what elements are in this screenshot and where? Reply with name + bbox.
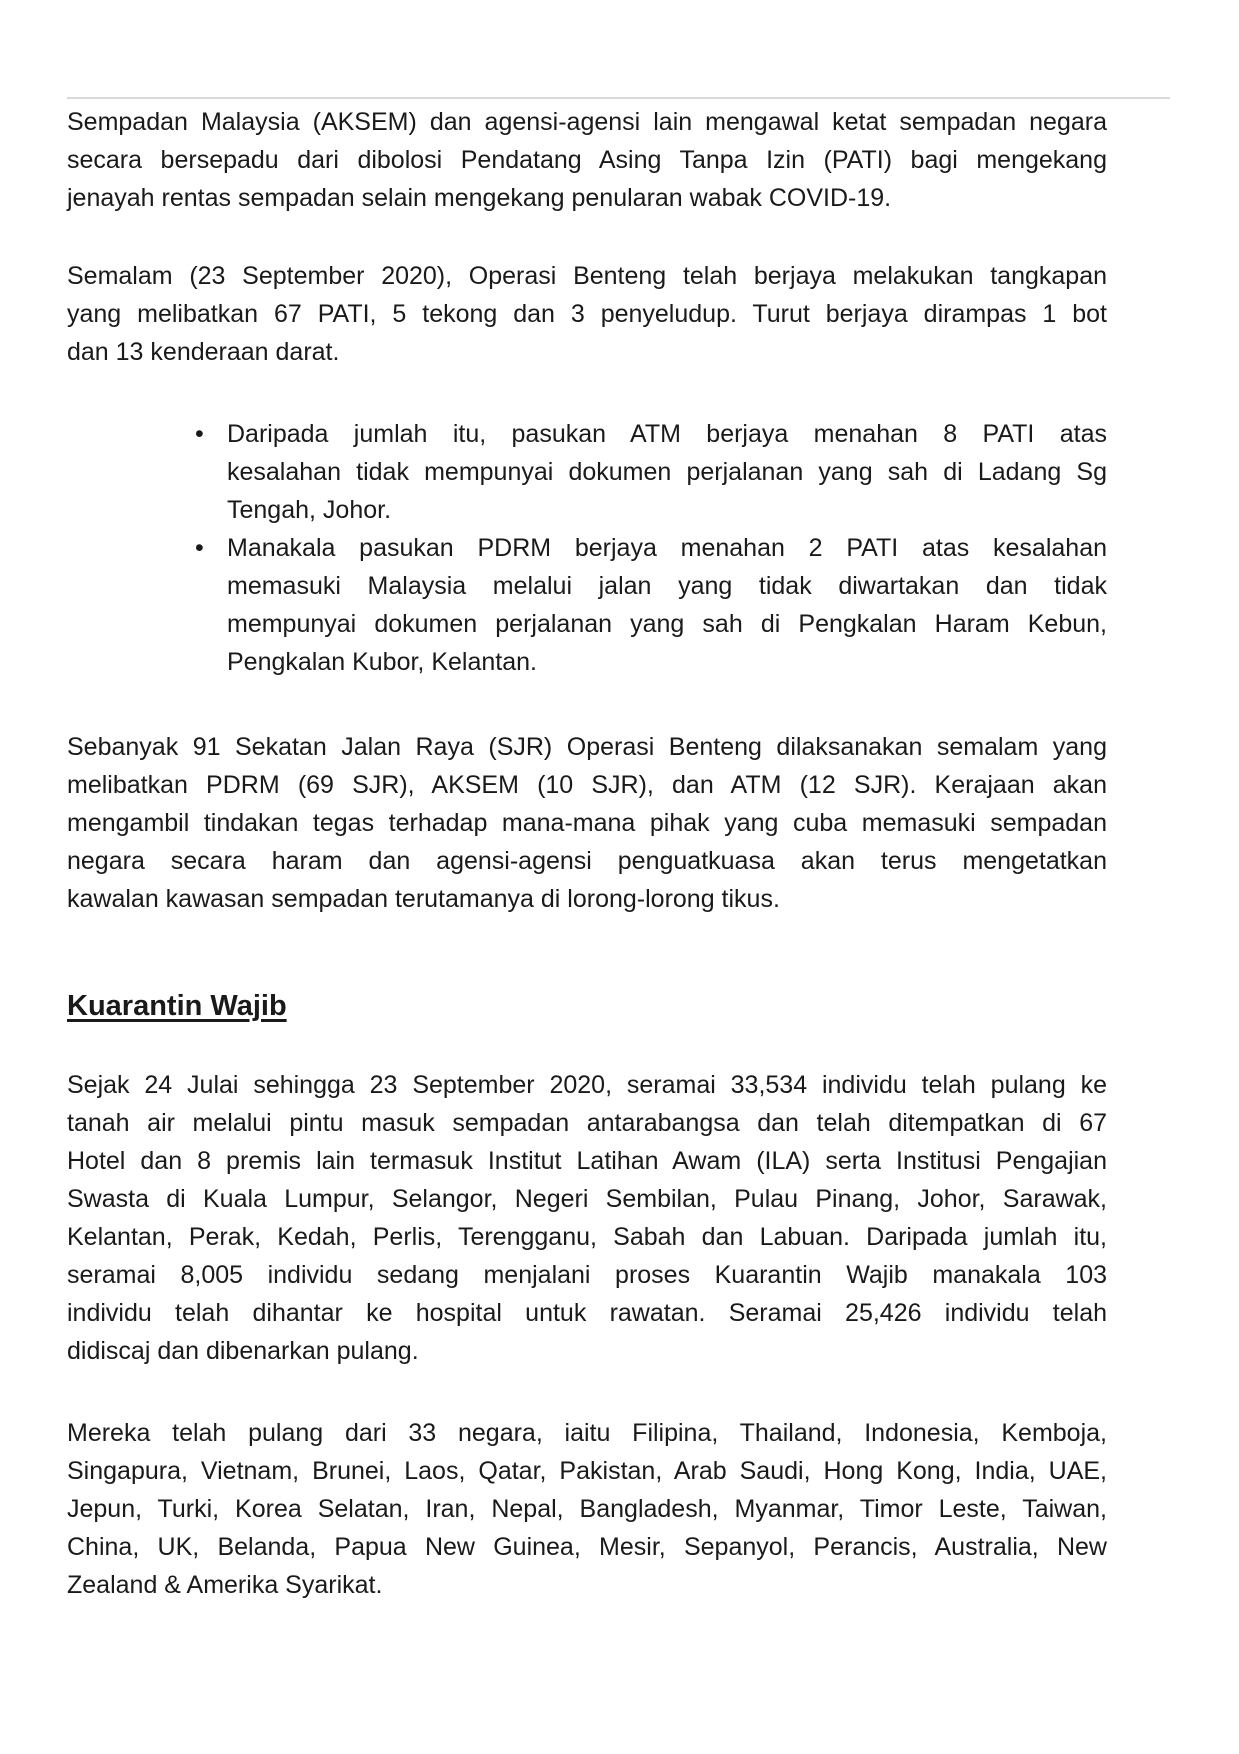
text-line: Daripada jumlah itu, pasukan ATM berjaya menahan 8 PATI atas	[227, 420, 1107, 448]
text-line: jenayah rentas sempadan selain mengekang penularan wabak COVID-19.	[67, 184, 892, 212]
text-line: yang melibatkan 67 PATI, 5 tekong dan 3 penyeludup. Turut berjaya dirampas 1 bot	[67, 300, 1107, 328]
bullet-list	[67, 415, 1107, 681]
text-line: mempunyai dokumen perjalanan yang sah di Pengkalan Haram Kebun,	[227, 610, 1107, 638]
paragraph	[67, 1066, 1107, 1370]
text-line: negara secara haram dan agensi-agensi penguatkuasa akan terus mengetatkan	[67, 847, 1107, 875]
paragraph	[67, 728, 1107, 918]
text-line: kawalan kawasan sempadan terutamanya di lorong-lorong tikus.	[67, 885, 780, 913]
list-item	[67, 529, 1107, 681]
document-content	[67, 97, 1170, 1604]
text-line: mengambil tindakan tegas terhadap mana-mana pihak yang cuba memasuki sempadan	[67, 809, 1107, 837]
text-line: kesalahan tidak mempunyai dokumen perjalanan yang sah di Ladang Sg	[227, 458, 1107, 486]
text-line: didiscaj dan dibenarkan pulang.	[67, 1337, 419, 1365]
paragraph	[67, 1414, 1107, 1604]
bullet-icon: •	[195, 534, 204, 562]
text-line: Hotel dan 8 premis lain termasuk Institut Latihan Awam (ILA) serta Institusi Pengajian	[67, 1147, 1107, 1175]
text-line: secara bersepadu dari dibolosi Pendatang Asing Tanpa Izin (PATI) bagi mengekang	[67, 146, 1107, 174]
text-line: Swasta di Kuala Lumpur, Selangor, Negeri Sembilan, Pulau Pinang, Johor, Sarawak,	[67, 1185, 1107, 1213]
heading-text: Kuarantin Wajib	[67, 990, 287, 1022]
list-item	[67, 415, 1107, 529]
paragraph	[67, 257, 1107, 371]
paragraph	[67, 103, 1107, 217]
text-line: Sebanyak 91 Sekatan Jalan Raya (SJR) Operasi Benteng dilaksanakan semalam yang	[67, 733, 1107, 761]
text-line: dan 13 kenderaan darat.	[67, 338, 340, 366]
section-heading	[67, 987, 1107, 1025]
text-line: Tengah, Johor.	[227, 496, 392, 524]
text-line: Singapura, Vietnam, Brunei, Laos, Qatar, Pakistan, Arab Saudi, Hong Kong, India, UAE,	[67, 1457, 1107, 1485]
text-line: Pengkalan Kubor, Kelantan.	[227, 648, 537, 676]
text-line: Manakala pasukan PDRM berjaya menahan 2 PATI atas kesalahan	[227, 534, 1107, 562]
header-separator-line	[67, 97, 1170, 99]
text-line: China, UK, Belanda, Papua New Guinea, Mesir, Sepanyol, Perancis, Australia, New	[67, 1533, 1107, 1561]
text-line: individu telah dihantar ke hospital untuk rawatan. Seramai 25,426 individu telah	[67, 1299, 1107, 1327]
text-line: seramai 8,005 individu sedang menjalani proses Kuarantin Wajib manakala 103	[67, 1261, 1107, 1289]
text-line: melibatkan PDRM (69 SJR), AKSEM (10 SJR), dan ATM (12 SJR). Kerajaan akan	[67, 771, 1107, 799]
text-line: Zealand & Amerika Syarikat.	[67, 1571, 383, 1599]
text-line: Semalam (23 September 2020), Operasi Benteng telah berjaya melakukan tangkapan	[67, 262, 1107, 290]
bullet-icon: •	[195, 420, 204, 448]
text-line: tanah air melalui pintu masuk sempadan antarabangsa dan telah ditempatkan di 67	[67, 1109, 1107, 1137]
text-line: Kelantan, Perak, Kedah, Perlis, Terengganu, Sabah dan Labuan. Daripada jumlah itu,	[67, 1223, 1107, 1251]
text-line: Mereka telah pulang dari 33 negara, iaitu Filipina, Thailand, Indonesia, Kemboja,	[67, 1419, 1107, 1447]
text-line: Sempadan Malaysia (AKSEM) dan agensi-agensi lain mengawal ketat sempadan negara	[67, 108, 1107, 136]
text-line: Sejak 24 Julai sehingga 23 September 2020, seramai 33,534 individu telah pulang ke	[67, 1071, 1107, 1099]
text-line: Jepun, Turki, Korea Selatan, Iran, Nepal, Bangladesh, Myanmar, Timor Leste, Taiwan,	[67, 1495, 1107, 1523]
text-line: memasuki Malaysia melalui jalan yang tidak diwartakan dan tidak	[227, 572, 1107, 600]
